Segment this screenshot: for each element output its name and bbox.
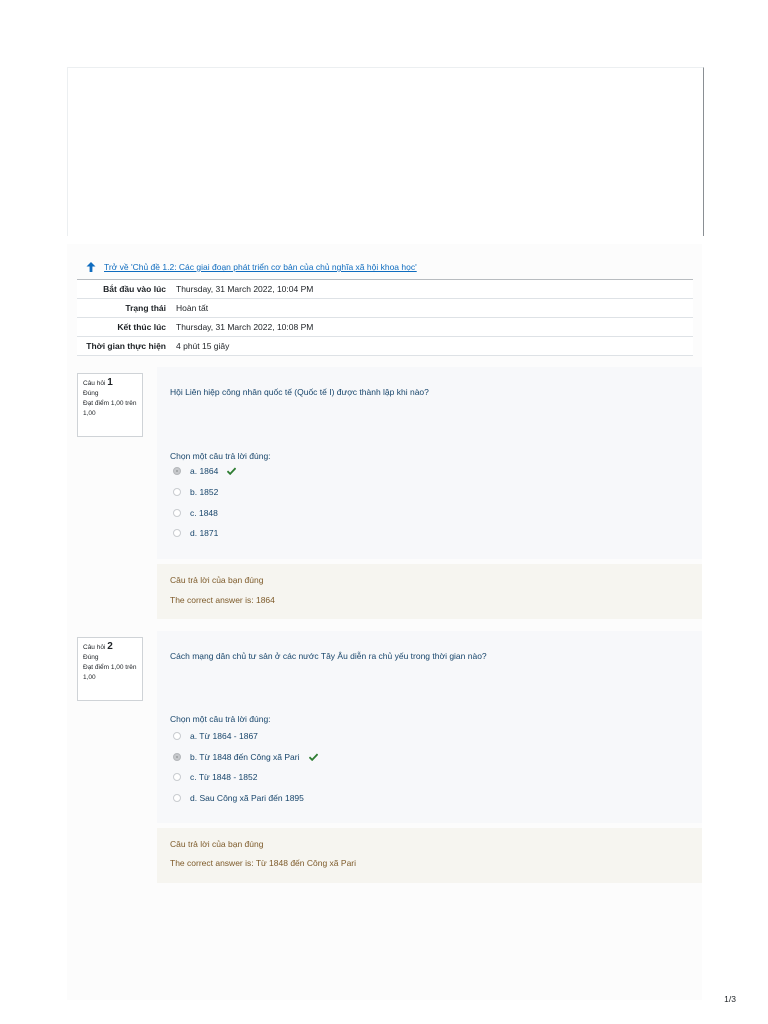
- answer-option[interactable]: [173, 487, 218, 497]
- summary-label: Thời gian thực hiện: [86, 341, 166, 351]
- summary-row-completed: [77, 318, 693, 337]
- answer-label: c. 1848: [190, 508, 218, 518]
- quiz-review-region: [67, 244, 702, 1000]
- summary-row-state: [77, 299, 693, 318]
- summary-row-started: [77, 280, 693, 299]
- back-navigation[interactable]: [86, 262, 417, 272]
- question-info-1: [77, 373, 143, 437]
- question-state: Đúng: [83, 654, 99, 661]
- answer-option[interactable]: [173, 508, 218, 518]
- page-number: 1/3: [724, 994, 736, 1004]
- feedback-message: Câu trả lời của bạn đúng: [170, 575, 264, 585]
- answer-option[interactable]: [173, 528, 218, 538]
- arrow-up-icon: [86, 262, 96, 272]
- answer-option[interactable]: [173, 466, 236, 476]
- summary-value: Thursday, 31 March 2022, 10:08 PM: [176, 322, 314, 332]
- answer-label: c. Từ 1848 - 1852: [190, 772, 258, 782]
- summary-row-time-taken: [77, 337, 693, 356]
- summary-value: 4 phút 15 giây: [176, 341, 230, 351]
- radio-selected[interactable]: [173, 467, 181, 475]
- question-feedback-1: [157, 564, 702, 619]
- question-grade: Đạt điểm 1,00 trên 1,00: [83, 400, 137, 417]
- radio-button[interactable]: [173, 509, 181, 517]
- correct-answer-text: The correct answer is: Từ 1848 đến Công xã Pari: [170, 858, 357, 868]
- question-grade: Đạt điểm 1,00 trên 1,00: [83, 664, 137, 681]
- feedback-message: Câu trả lời của bạn đúng: [170, 839, 264, 849]
- answer-prompt: Chọn một câu trả lời đúng:: [170, 714, 271, 724]
- answer-option[interactable]: [173, 772, 257, 782]
- back-link[interactable]: Trở về 'Chủ đề 1.2: Các giai đoạn phát triển cơ bản của chủ nghĩa xã hội khoa học': [104, 262, 417, 272]
- summary-value: Thursday, 31 March 2022, 10:04 PM: [176, 284, 314, 294]
- radio-selected[interactable]: [173, 753, 181, 761]
- summary-label: Kết thúc lúc: [117, 322, 166, 332]
- checkmark-icon: [309, 753, 318, 761]
- radio-button[interactable]: [173, 529, 181, 537]
- correct-answer-text: The correct answer is: 1864: [170, 595, 275, 605]
- answer-label: a. Từ 1864 - 1867: [190, 731, 258, 741]
- answer-option[interactable]: [173, 752, 318, 762]
- summary-label: Trạng thái: [125, 303, 166, 313]
- answer-label: d. 1871: [190, 528, 219, 538]
- question-feedback-2: [157, 828, 702, 883]
- question-text: Cách mạng dân chủ tư sản ở các nước Tây Âu diễn ra chủ yếu trong thời gian nào?: [170, 651, 487, 661]
- checkmark-icon: [227, 467, 236, 475]
- question-state: Đúng: [83, 390, 99, 397]
- summary-label: Bắt đầu vào lúc: [103, 284, 166, 294]
- question-label: Câu hỏi: [83, 644, 106, 651]
- summary-value: Hoàn tất: [176, 303, 209, 313]
- answer-label: b. 1852: [190, 487, 219, 497]
- radio-button[interactable]: [173, 794, 181, 802]
- question-info-2: [77, 637, 143, 701]
- question-text: Hội Liên hiệp công nhân quốc tế (Quốc tế I) được thành lập khi nào?: [170, 387, 429, 397]
- question-label: Câu hỏi: [83, 380, 106, 387]
- answer-option[interactable]: [173, 793, 304, 803]
- radio-button[interactable]: [173, 732, 181, 740]
- radio-button[interactable]: [173, 773, 181, 781]
- question-number: 2: [107, 641, 113, 652]
- top-blank-panel: [67, 67, 704, 236]
- question-number: 1: [107, 377, 113, 388]
- answer-option[interactable]: [173, 731, 258, 741]
- attempt-summary-table: [77, 279, 693, 356]
- radio-button[interactable]: [173, 488, 181, 496]
- answer-prompt: Chọn một câu trả lời đúng:: [170, 451, 271, 461]
- answer-label: a. 1864: [190, 466, 219, 476]
- answer-label: b. Từ 1848 đến Công xã Pari: [190, 752, 300, 762]
- answer-label: d. Sau Công xã Pari đến 1895: [190, 793, 304, 803]
